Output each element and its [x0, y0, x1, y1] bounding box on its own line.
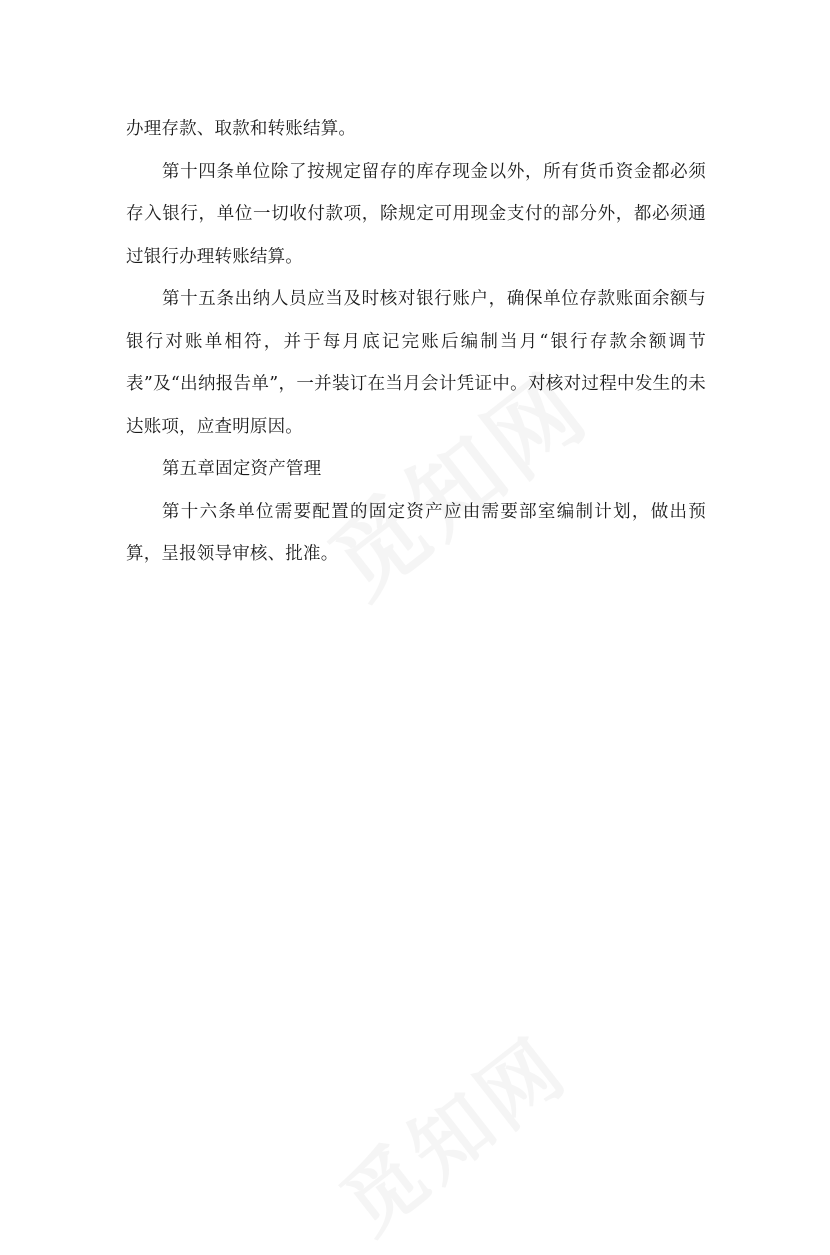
chapter-heading: 第五章固定资产管理 — [162, 459, 322, 479]
paragraph-article-14: 第十四条单位除了按规定留存的库存现金以外，所有货币资金都必须存入银行，单位一切收付款项，除规定可用现金支付的部分外，都必须通过银行办理转账结算。 — [126, 161, 706, 267]
paragraph-article-15: 第十五条出纳人员应当及时核对银行账户，确保单位存款账面余额与银行对账单相符，并于每月底记完账后编制当月“银行存款余额调节表”及“出纳报告单”，一并装订在当月会计凭证中。对核对过程中发生的未达账项，应查明原因。 — [126, 289, 706, 437]
paragraph-continuation: 办理存款、取款和转账结算。 — [126, 119, 357, 139]
document-body — [126, 108, 706, 576]
watermark-bottom-text — [313, 1005, 587, 1254]
watermark-bottom — [325, 1017, 576, 1244]
paragraph-article-16: 第十六条单位需要配置的固定资产应由需要部室编制计划，做出预算，呈报领导审核、批准。 — [126, 501, 706, 564]
